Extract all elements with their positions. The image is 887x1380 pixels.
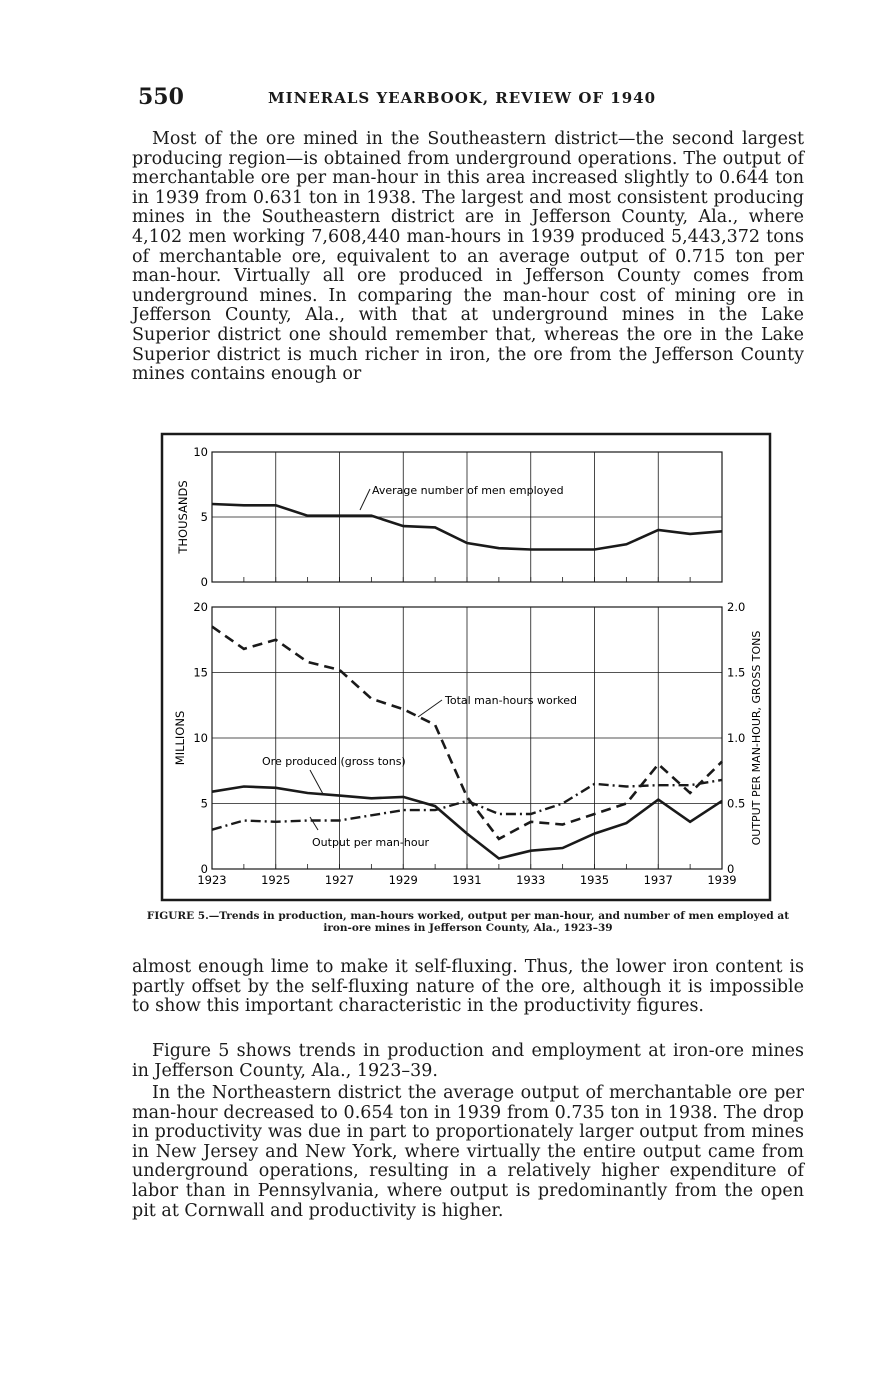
top-y-tick-label: 10 — [193, 445, 208, 459]
x-tick-label: 1929 — [388, 873, 418, 887]
bottom-right-y-tick-label: 2.0 — [727, 600, 746, 614]
top-y-tick-label: 0 — [200, 575, 208, 589]
x-tick-label: 1935 — [579, 873, 610, 887]
man-hours-label-leader — [418, 700, 442, 717]
bottom-right-y-axis-label: OUTPUT PER MAN-HOUR, GROSS TONS — [750, 630, 763, 846]
x-tick-label: 1933 — [516, 873, 546, 887]
bottom-right-y-tick-label: 0.5 — [727, 796, 746, 811]
top-y-axis-label: THOUSANDS — [176, 480, 190, 554]
bottom-right-y-tick-label: 1.5 — [727, 665, 746, 680]
x-tick-label: 1923 — [197, 873, 227, 887]
paragraph-figure-reference: Figure 5 shows trends in production and employment at iron-ore mines in Jefferson County, Ala., 1923–39. — [132, 1041, 804, 1081]
top-y-tick-label: 5 — [200, 510, 208, 524]
bottom-left-y-tick-label: 0 — [200, 862, 208, 876]
bottom-right-y-tick-label: 1.0 — [727, 731, 746, 745]
bottom-left-y-axis-label: MILLIONS — [173, 710, 187, 766]
bottom-left-y-tick-label: 5 — [200, 796, 208, 811]
x-tick-label: 1927 — [324, 873, 355, 887]
paragraph-northeastern: In the Northeastern district the average output of merchantable ore per man-hour decreased to 0.654 ton in 1939 from 0.735 ton in 1938. The drop in productivity was due in part to proportionately larger output from mines in New Jersey and New York, where virtually the entire output came from underground operations, resulting in a relatively higher expenditure of labor than in Pennsylvania, where output is predominantly from the open pit at Cornwall and productivity is higher. — [132, 1083, 804, 1221]
bottom-right-y-tick-label: 0 — [727, 862, 735, 876]
x-tick-label: 1931 — [452, 873, 482, 887]
series-label-output: Output per man-hour — [312, 836, 430, 849]
series-label-men: Average number of men employed — [372, 484, 564, 497]
page-header — [138, 84, 802, 114]
running-title: MINERALS YEARBOOK, REVIEW OF 1940 — [268, 89, 657, 107]
figure-frame — [162, 434, 770, 900]
page-number: 550 — [138, 84, 184, 110]
output-label-leader — [310, 817, 318, 830]
men-label-leader — [360, 489, 370, 510]
x-tick-label: 1937 — [643, 873, 673, 887]
ore-label-leader — [310, 770, 323, 794]
paragraph-southeastern: Most of the ore mined in the Southeastern district—the second largest producing region—is obtained from underground operations. The output of merchantable ore per man-hour in this area increased slightly to 0.644 ton in 1939 from 0.631 ton in 1938. The largest and most consistent producing mines in the Southeastern district are in Jefferson County, Ala., where 4,102 men working 7,608,440 man-hours in 1939 produced 5,443,372 tons of merchantable ore, equivalent to an average output of 0.715 ton per man-hour. Virtually all ore produced in Jefferson County comes from underground mines. In comparing the man-hour cost of mining ore in Jefferson County, Ala., with that at underground mines in the Lake Superior district one should remember that, whereas the ore in the Lake Superior district is much richer in iron, the ore from the Jefferson County mines contains enough or — [132, 129, 804, 385]
series-label-man-hours: Total man-hours worked — [445, 694, 577, 707]
bottom-panel — [173, 600, 763, 887]
paragraph-self-fluxing: almost enough lime to make it self-fluxing. Thus, the lower iron content is partly offset by the self-fluxing nature of the ore, although it is impossible to show this important characteristic in the productivity figures. — [132, 957, 804, 1017]
caption-label: FIGURE 5. — [146, 910, 209, 922]
series-label-ore: Ore produced (gross tons) — [262, 755, 406, 768]
bottom-left-y-tick-label: 10 — [193, 731, 208, 745]
top-panel — [176, 445, 722, 589]
figure-5-chart — [160, 432, 772, 902]
bottom-left-y-tick-label: 20 — [193, 600, 208, 614]
x-tick-label: 1925 — [261, 873, 291, 887]
figure-5 — [160, 432, 772, 902]
bottom-left-y-tick-label: 15 — [193, 665, 208, 680]
x-tick-label: 1939 — [707, 873, 737, 887]
figure-caption — [132, 910, 804, 934]
caption-text: —Trends in production, man-hours worked, output per man-hour, and number of men employed at iron-ore mines in Jefferson County, Ala., 1923–39 — [208, 910, 790, 934]
